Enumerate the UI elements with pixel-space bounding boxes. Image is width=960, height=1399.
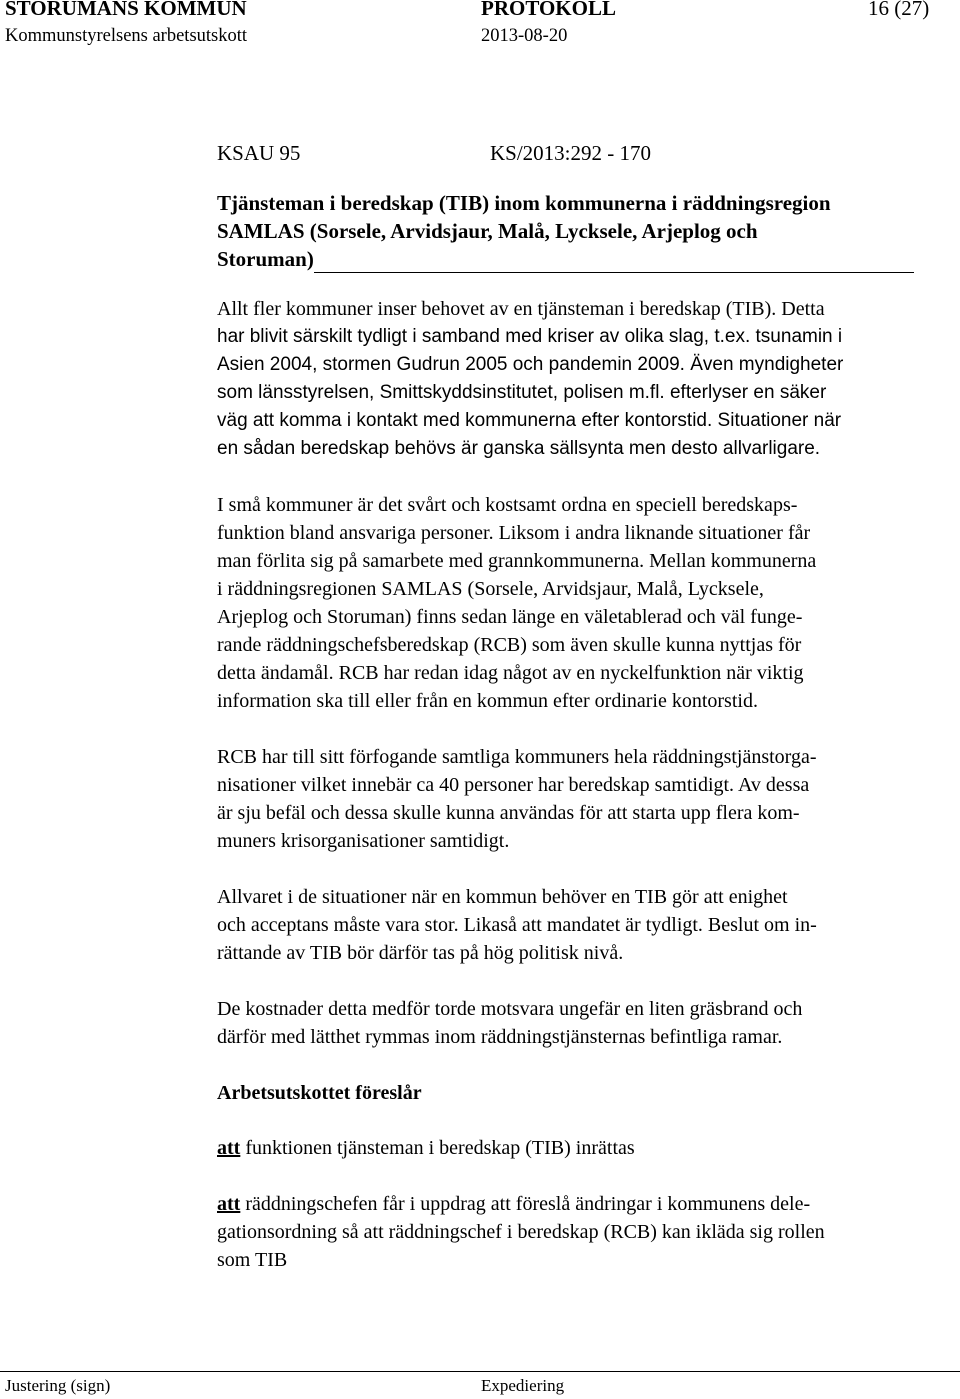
para2-line-4: i räddningsregionen SAMLAS (Sorsele, Arvidsjaur, Malå, Lycksele, — [217, 578, 764, 600]
paragraph-costs — [217, 995, 957, 1051]
org-name: STORUMANS KOMMUN — [5, 0, 247, 20]
para2-line-8: information ska till eller från en kommun efter ordinarie kontorstid. — [217, 690, 758, 712]
para4-line-2: och acceptans måste vara stor. Likaså att mandatet är tydligt. Beslut om in- — [217, 914, 817, 936]
proposal-section — [217, 1079, 957, 1274]
case-reference: KS/2013:292 - 170 — [490, 141, 652, 165]
case-line — [217, 139, 957, 167]
document-body — [217, 139, 957, 1274]
para3-line-1: RCB har till sitt förfogande samtliga kommuners hela räddningstjänstorga- — [217, 746, 817, 768]
att-keyword: att — [217, 1193, 241, 1215]
title-underline — [314, 252, 914, 273]
para2-line-7: detta ändamål. RCB har redan idag något av en nyckelfunktion när viktig — [217, 662, 804, 684]
page-number: 16 (27) — [868, 0, 930, 20]
para2-line-1: I små kommuner är det svårt och kostsamt ordna en speciell beredskaps- — [217, 494, 798, 516]
para2-line-6: rande räddningschefsberedskap (RCB) som även skulle kunna nyttjas för — [217, 634, 802, 656]
proposal-item-1-text: funktionen tjänsteman i beredskap (TIB) inrättas — [245, 1137, 635, 1159]
para3-line-2: nisationer vilket innebär ca 40 personer har beredskap samtidigt. Av dessa — [217, 774, 810, 796]
paragraph-seriousness — [217, 883, 957, 967]
para2-line-5: Arjeplog och Storuman) finns sedan länge en väletablerad och väl funge- — [217, 606, 803, 628]
att-keyword: att — [217, 1137, 241, 1159]
para3-line-3: är sju befäl och dessa skulle kunna användas för att starta upp flera kom- — [217, 802, 800, 824]
title-line-3: Storuman) — [217, 247, 314, 271]
para1-line-2: har blivit särskilt tydligt i samband med kriser av olika slag, t.ex. tsunamin i — [217, 326, 843, 347]
title-line-1: Tjänsteman i beredskap (TIB) inom kommunerna i räddningsregion — [217, 191, 831, 215]
paragraph-small-municipalities — [217, 491, 957, 715]
para1-line-5: väg att komma i kontakt med kommunerna efter kontorstid. Situationer när — [217, 410, 842, 431]
proposal-item-2-line-2: gationsordning så att räddningschef i beredskap (RCB) kan ikläda sig rollen — [217, 1221, 825, 1243]
meeting-date: 2013-08-20 — [481, 26, 568, 46]
document-type: PROTOKOLL — [481, 0, 616, 20]
proposal-item-2-line-1: räddningschefen får i uppdrag att föreslå ändringar i kommunens dele- — [245, 1193, 811, 1215]
para5-line-1: De kostnader detta medför torde motsvara ungefär en liten gräsbrand och — [217, 998, 803, 1020]
para2-line-2: funktion bland ansvariga personer. Liksom i andra liknande situationer får — [217, 522, 811, 544]
proposal-item-2-line-3: som TIB — [217, 1249, 288, 1271]
footer-justering: Justering (sign) — [5, 1376, 111, 1395]
para3-line-4: muners krisorganisationer samtidigt. — [217, 830, 510, 852]
para1-line-3: Asien 2004, stormen Gudrun 2005 och pandemin 2009. Även myndigheter — [217, 354, 844, 375]
proposal-item-1 — [217, 1134, 957, 1162]
para1-line-6: en sådan beredskap behövs är ganska sällsynta men desto allvarligare. — [217, 438, 821, 459]
para1-line-4: som länsstyrelsen, Smittskyddsinstitutet, polisen m.fl. efterlyser en säker — [217, 382, 827, 403]
footer-expediering: Expediering — [481, 1376, 565, 1395]
footer-divider — [0, 1371, 960, 1372]
paragraph-background — [217, 295, 957, 463]
proposal-item-2 — [217, 1190, 957, 1218]
paragraph-rcb — [217, 743, 957, 855]
case-number: KSAU 95 — [217, 141, 301, 165]
title-line-2: SAMLAS (Sorsele, Arvidsjaur, Malå, Lycksele, Arjeplog och — [217, 219, 758, 243]
para1-line-1: Allt fler kommuner inser behovet av en tjänsteman i beredskap (TIB). Detta — [217, 298, 825, 320]
para4-line-3: rättande av TIB bör därför tas på hög politisk nivå. — [217, 942, 624, 964]
para2-line-3: man förlita sig på samarbete med grannkommunerna. Mellan kommunerna — [217, 550, 817, 572]
committee-name: Kommunstyrelsens arbetsutskott — [5, 26, 248, 46]
para5-line-2: därför med lätthet rymmas inom räddningstjänsternas befintliga ramar. — [217, 1026, 783, 1048]
agenda-title — [217, 189, 957, 273]
para4-line-1: Allvaret i de situationer när en kommun behöver en TIB gör att enighet — [217, 886, 788, 908]
proposal-heading: Arbetsutskottet föreslår — [217, 1082, 422, 1104]
